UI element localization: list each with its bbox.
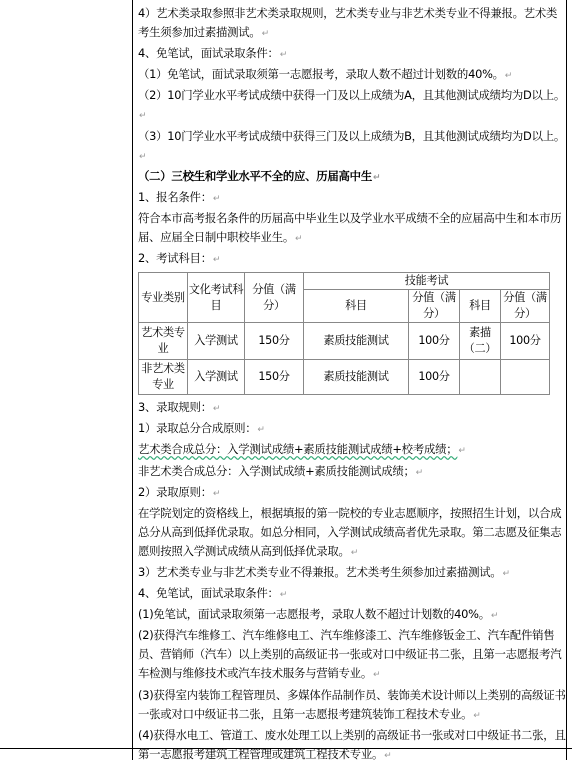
paragraph: 2）录取原则：↵ bbox=[138, 484, 221, 499]
cell-extra-score: 100分 bbox=[501, 323, 550, 360]
exam-subjects-table bbox=[138, 272, 550, 395]
cell-category: 非艺术类专业 bbox=[139, 360, 188, 395]
cell-skill: 素质技能测试 bbox=[304, 323, 409, 360]
paragraph: 符合本市高考报名条件的历届高中毕业生以及学业水平成绩不全的应届高中生和本市历届、应届全日制中职校毕业生。↵ bbox=[138, 210, 562, 245]
paragraph: 在学院划定的资格线上，根据填报的第一院校的专业志愿顺序，按照招生计划，以合成总分从高到低择优录取。如总分相同，入学测试成绩高者优先录取。第二志愿及征集志愿则按照入学测试成绩从高到低择优录取。↵ bbox=[138, 505, 562, 558]
table-row bbox=[139, 323, 550, 360]
cell-extra: 素描（二） bbox=[460, 323, 501, 360]
paragraph: 1）录取总分合成原则：↵ bbox=[138, 421, 265, 436]
header-culture-exam: 文化考试科目 bbox=[188, 273, 245, 323]
paragraph: （1）免笔试，面试录取须第一志愿报考，录取人数不超过计划数的40%。↵ bbox=[138, 67, 513, 82]
paragraph: (2)获得汽车维修工、汽车维修电工、汽车维修漆工、汽车维修钣金工、汽车配件销售员、营销师（汽车）以上类别的高级证书一张或对口中级证书二张，且第一志愿报考汽车检测与维修技术或汽车技术服务与营销专业。↵ bbox=[138, 628, 562, 681]
paragraph: (4)获得水电工、管道工、废水处理工以上类别的高级证书一张或对口中级证书二张，且第一志愿报考建筑工程管理或建筑工程技术专业。↵ bbox=[138, 727, 566, 761]
paragraph: 艺术类合成总分：入学测试成绩+素质技能测试成绩+校考成绩；↵ bbox=[138, 442, 466, 457]
cell-content bbox=[138, 4, 566, 766]
header-skill-score: 分值（满分） bbox=[409, 290, 460, 323]
header-skill-subject: 科目 bbox=[304, 290, 409, 323]
top-paragraphs bbox=[138, 4, 566, 167]
header-score: 分值（满分） bbox=[245, 273, 304, 323]
table-row bbox=[139, 360, 550, 395]
paragraph: (3)获得室内装饰工程管理员、多媒体作品制作员、装饰美术设计师以上类别的高级证书一张或对口中级证书二张，且第一志愿报考建筑装饰工程技术专业。↵ bbox=[138, 687, 566, 721]
header-category: 专业类别 bbox=[139, 273, 188, 323]
cell-culture: 入学测试 bbox=[188, 323, 245, 360]
cell-extra bbox=[460, 360, 501, 395]
cell-skill-score: 100分 bbox=[409, 323, 460, 360]
table-border-left bbox=[132, 0, 133, 760]
cell-culture: 入学测试 bbox=[188, 360, 245, 395]
cell-skill: 素质技能测试 bbox=[304, 360, 409, 395]
header-skill-exam: 技能考试 bbox=[304, 273, 550, 290]
paragraph: 2、考试科目：↵ bbox=[138, 251, 221, 266]
paragraph: 4）艺术类录取参照非艺术类录取规则，艺术类专业与非艺术类专业不得兼报。艺术类考生须参加过素描测试。↵ bbox=[138, 6, 558, 40]
cell-extra-score bbox=[501, 360, 550, 395]
section-heading: （二）三校生和学业水平不全的应、历届高中生↵ bbox=[138, 168, 381, 183]
paragraph: 4、免笔试，面试录取条件：↵ bbox=[138, 46, 287, 61]
paragraph: 4、免笔试，面试录取条件：↵ bbox=[138, 586, 287, 601]
cell-category: 艺术类专业 bbox=[139, 323, 188, 360]
table-border-right bbox=[566, 0, 567, 760]
cell-score: 150分 bbox=[245, 360, 304, 395]
bottom-paragraphs bbox=[138, 398, 566, 766]
paragraph: 3、录取规则：↵ bbox=[138, 400, 221, 415]
paragraph: 3）艺术类专业与非艺术类专业不得兼报。艺术类考生须参加过素描测试。↵ bbox=[138, 564, 510, 579]
paragraph: (1)免笔试，面试录取须第一志愿报考，录取人数不超过计划数的40%。↵ bbox=[138, 607, 499, 622]
paragraph: （2）10门学业水平考试成绩中获得一门及以上成绩为A，且其他测试成绩均为D以上。↵ bbox=[138, 88, 565, 122]
header-extra-score: 分值（满分） bbox=[501, 290, 550, 323]
paragraph: 非艺术类合成总分：入学测试成绩+素质技能测试成绩；↵ bbox=[138, 463, 423, 478]
paragraph: （3）10门学业水平考试成绩中获得三门及以上成绩为B，且其他测试成绩均为D以上。↵ bbox=[138, 128, 566, 162]
paragraph: 1、报名条件：↵ bbox=[138, 189, 221, 204]
cell-score: 150分 bbox=[245, 323, 304, 360]
cell-skill-score: 100分 bbox=[409, 360, 460, 395]
header-extra-subject: 科目 bbox=[460, 290, 501, 323]
